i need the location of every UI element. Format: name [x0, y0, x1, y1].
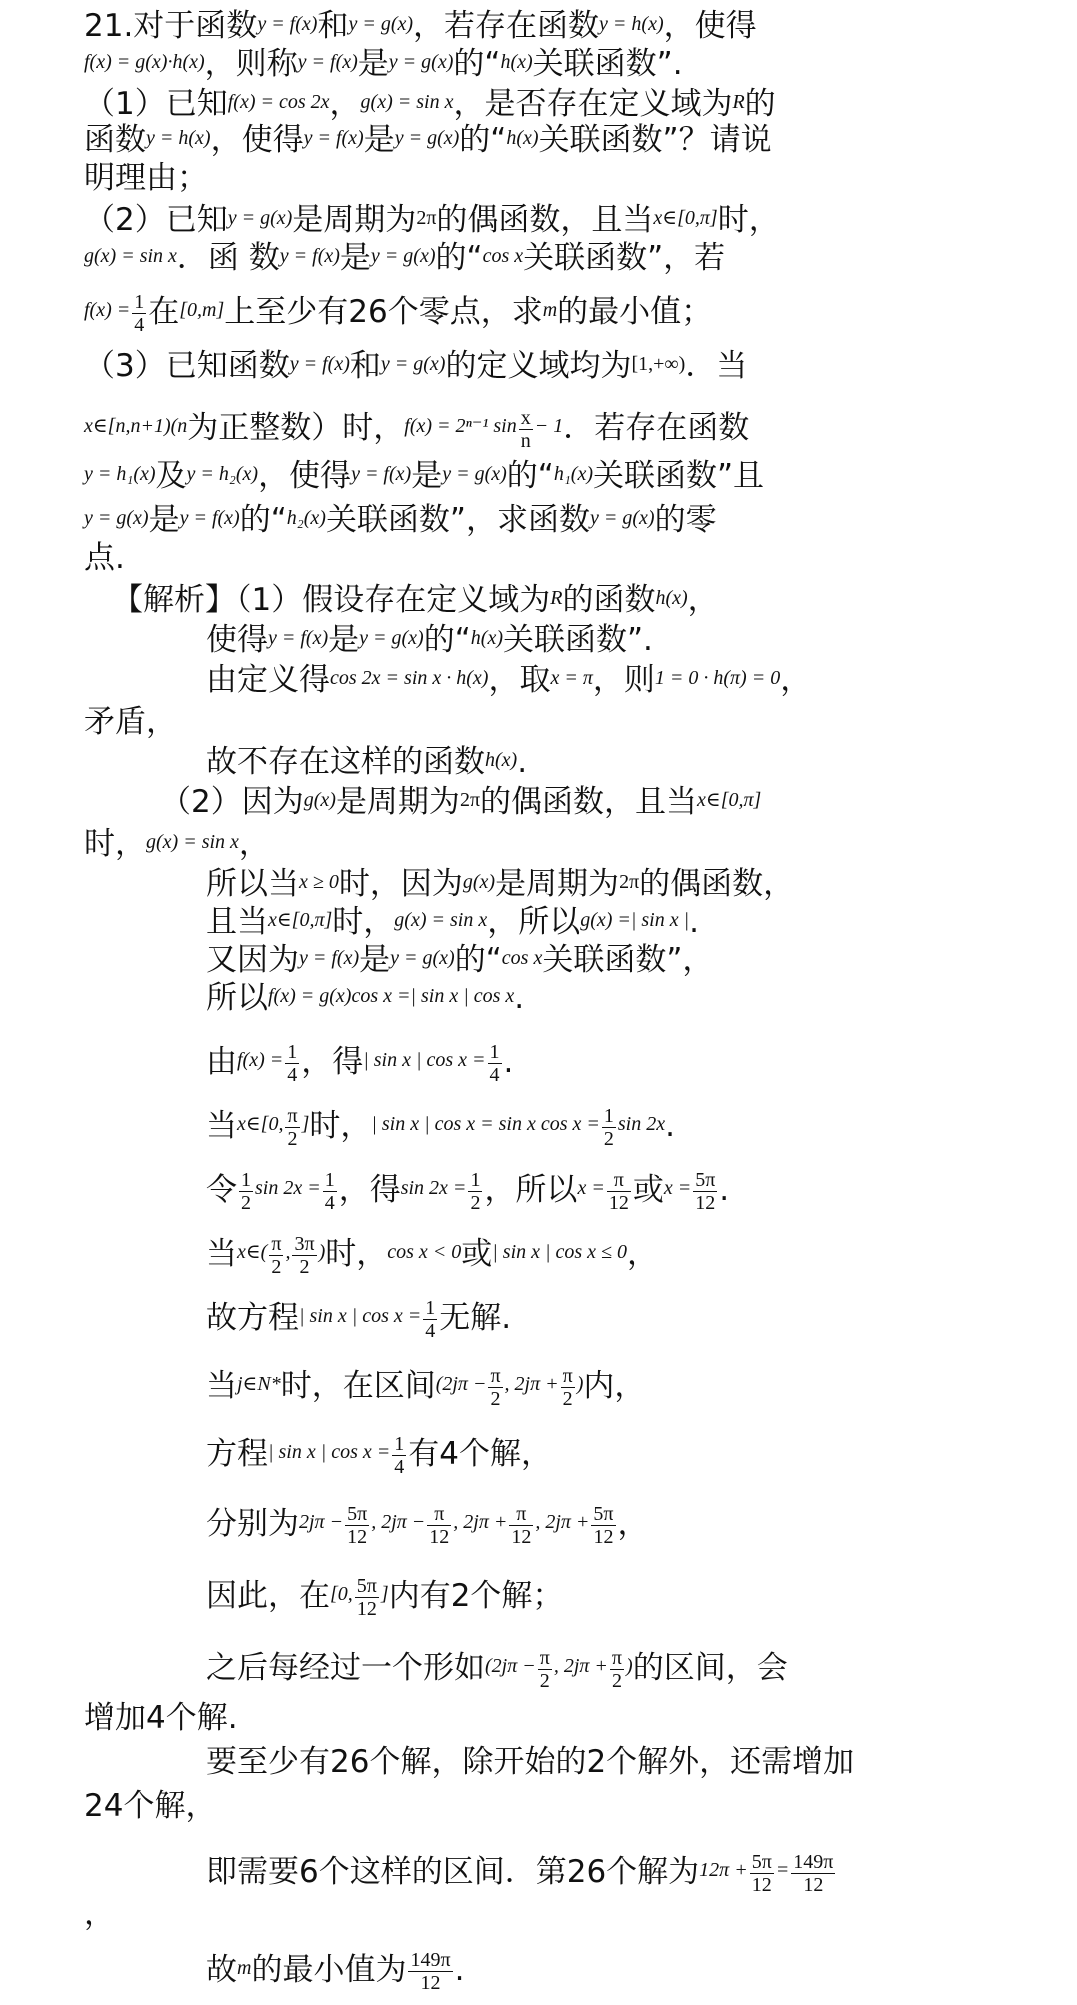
math-expr: y = g(x) [442, 463, 507, 485]
math-expr: y = h₁(x) [84, 463, 156, 485]
math-expr: h₂(x) [286, 507, 326, 529]
math-expr: cos x < 0 [387, 1241, 462, 1263]
math-expr: , 2jπ − [371, 1511, 426, 1533]
math-expr: y = h(x) [146, 127, 211, 149]
solution-line-21: 所以当x ≥ 0时，因为g(x)是周期为2π的偶函数， [206, 866, 795, 902]
math-expr: x = [663, 1177, 692, 1199]
math-expr: , [285, 1241, 291, 1263]
math-expr: y = f(x) [297, 51, 358, 73]
math-expr: R [550, 587, 563, 609]
solution-line-34: 之后每经过一个形如(2jπ − $\frac{\pi}{2}$ , 2jπ + $\frac{\pi}{2}$ )的区间，会 [206, 1647, 788, 1692]
math-expr: g(x) = sin x [394, 909, 488, 931]
solution-line-32: 分别为2jπ − $\frac{5\pi}{12}$ , 2jπ − $\frac{\pi}{12}$ , 2jπ + $\frac{\pi}{12}$ , 2jπ + $\frac{5\pi}{12}$ ， [206, 1503, 649, 1548]
math-expr: f(x) = cos 2x [227, 91, 330, 113]
solution-line-31: 方程| sin x | cos x = $\frac{1}{4}$ 有4个解， [206, 1433, 552, 1478]
math-expr: h(x) [500, 51, 533, 73]
math-expr: sin 2x = [400, 1177, 467, 1199]
problem-line-12: y = g(x)是y = f(x)的“h₂(x)关联函数”，求函数y = g(x)的零 [84, 502, 717, 538]
solution-line-19: （2）因为g(x)是周期为2π的偶函数，且当x∈[0,π] [160, 784, 762, 820]
math-expr: (2jπ − [485, 1655, 536, 1677]
math-expr: f(x) = 2ⁿ⁻¹ sin [404, 415, 517, 437]
math-expr: , 2jπ + [504, 1373, 559, 1395]
math-expr: 2π [416, 207, 437, 229]
math-expr: y = f(x) [303, 127, 364, 149]
problem-line-5: 明理由； [84, 160, 208, 196]
math-expr: cos x [501, 947, 543, 969]
fraction: $\frac{\pi}{2}$ [271, 1233, 282, 1278]
math-expr: ) [576, 1373, 584, 1395]
problem-line-3: （1）已知f(x) = cos 2x，g(x) = sin x，是否存在定义域为R的 [84, 86, 776, 122]
math-expr: f(x) = [237, 1049, 284, 1071]
math-expr: [0, [330, 1583, 353, 1605]
fraction: $\frac{x}{n}$ [520, 407, 531, 452]
math-expr: R [732, 91, 745, 113]
math-expr: , 2jπ + [535, 1511, 590, 1533]
fraction: $\frac{149\pi}{12}$ [793, 1851, 834, 1896]
math-expr: 2π [619, 871, 640, 893]
math-expr: , 2jπ + [453, 1511, 508, 1533]
problem-line-8: f(x) = $\frac{1}{4}$ 在[0,m]上至少有26个零点，求m的最小值； [84, 291, 713, 336]
fraction: $\frac{\pi}{2}$ [562, 1365, 573, 1410]
math-expr: cos 2x = sin x · h(x) [330, 667, 489, 689]
math-expr: y = g(x) [359, 627, 424, 649]
math-expr: x = [577, 1177, 605, 1199]
solution-line-23: 又因为y = f(x)是y = g(x)的“cos x关联函数”， [206, 942, 714, 978]
solution-line-15: 使得y = f(x)是y = g(x)的“h(x)关联函数”. [206, 622, 653, 658]
math-expr: | sin x | cos x ≤ 0 [492, 1241, 628, 1263]
math-expr: y = f(x) [299, 947, 360, 969]
math-expr: y = g(x) [590, 507, 655, 529]
math-expr: y = f(x) [179, 507, 240, 529]
fraction: $\frac{\pi}{12}$ [608, 1169, 629, 1214]
math-expr: f(x) = g(x)cos x =| sin x | cos x [268, 985, 515, 1007]
math-expr: | sin x | cos x = [363, 1049, 486, 1071]
math-expr: cos x [482, 245, 524, 267]
math-expr: x∈[0,π] [268, 909, 333, 931]
math-expr: m [237, 1957, 252, 1979]
math-expr: y = g(x) [380, 353, 446, 375]
math-expr: | sin x | cos x = [299, 1305, 422, 1327]
math-expr: g(x) [462, 871, 496, 893]
solution-line-38: 即需要6个这样的区间．第26个解为12π + $\frac{5\pi}{12}$ = $\frac{149\pi}{12}$ [206, 1851, 834, 1896]
fraction: $\frac{1}{2}$ [470, 1169, 481, 1214]
fraction: $\frac{1}{4}$ [324, 1169, 335, 1214]
fraction: $\frac{5\pi}{12}$ [593, 1503, 614, 1548]
math-expr: h(x) [655, 587, 688, 609]
solution-line-20: 时，g(x) = sin x， [84, 826, 270, 862]
fraction: $\frac{1}{4}$ [134, 291, 145, 336]
math-expr: y = f(x) [279, 245, 340, 267]
math-expr: , 2jπ + [553, 1655, 608, 1677]
solution-line-22: 且当x∈[0,π]时，g(x) = sin x，所以g(x) =| sin x |. [206, 904, 699, 940]
fraction: $\frac{1}{4}$ [394, 1433, 405, 1478]
math-expr: 12π + [699, 1859, 748, 1881]
math-expr: 2jπ − [299, 1511, 344, 1533]
fraction: $\frac{1}{4}$ [489, 1041, 500, 1086]
math-expr: f(x) = g(x)·h(x) [84, 51, 205, 73]
math-expr: x∈( [237, 1241, 268, 1263]
math-expr: x = π [550, 667, 593, 689]
math-expr: h(x) [485, 749, 518, 771]
fraction: $\frac{5\pi}{12}$ [751, 1851, 772, 1896]
solution-line-24: 所以f(x) = g(x)cos x =| sin x | cos x. [206, 980, 525, 1016]
math-expr: x∈[0,π] [653, 207, 718, 229]
math-expr: (2jπ − [435, 1373, 487, 1395]
math-expr: g(x) = sin x [84, 245, 177, 267]
solution-line-36: 要至少有26个解，除开始的2个解外，还需增加 [206, 1744, 855, 1780]
math-expr: g(x) = sin x [146, 831, 239, 853]
fraction: $\frac{\pi}{2}$ [287, 1105, 298, 1150]
solution-line-17: 矛盾， [84, 704, 177, 740]
math-expr: y = g(x) [394, 127, 460, 149]
fraction: $\frac{1}{4}$ [287, 1041, 298, 1086]
solution-line-40: 故m的最小值为 $\frac{149\pi}{12}$ . [206, 1949, 465, 1994]
problem-line-11: y = h₁(x)及y = h₂(x)，使得y = f(x)是y = g(x)的“h₁(x)关联函数”且 [84, 458, 765, 494]
math-expr: x∈[n,n+1)(n [84, 415, 188, 437]
math-expr: y = h(x) [599, 13, 664, 35]
fraction: $\frac{\pi}{12}$ [429, 1503, 450, 1548]
math-expr: 2π [459, 789, 481, 811]
math-expr: y = f(x) [268, 627, 329, 649]
math-expr: | sin x | cos x = [268, 1441, 391, 1463]
math-expr: x∈[0,π] [697, 789, 762, 811]
math-expr: y = g(x) [370, 245, 436, 267]
math-expr: y = g(x) [348, 13, 414, 35]
math-expr: y = h₂(x) [186, 463, 259, 485]
math-expr: | sin x | cos x = sin x cos x = [371, 1113, 600, 1135]
math-expr: h₁(x) [553, 463, 593, 485]
problem-line-9: （3）已知函数y = f(x)和y = g(x)的定义域均为[1,+∞)．当 [84, 348, 748, 384]
problem-line-1: 21.对于函数y = f(x)和y = g(x)，若存在函数y = h(x)，使得 [84, 8, 757, 44]
math-expr: f(x) = [84, 299, 131, 321]
math-expr: y = g(x) [390, 947, 455, 969]
problem-line-10: x∈[n,n+1)(n为正整数）时，f(x) = 2ⁿ⁻¹ sin $\frac{x}{n}$ − 1．若存在函数 [84, 407, 750, 452]
math-expr: y = f(x) [257, 13, 318, 35]
math-expr: ) [626, 1655, 633, 1677]
math-expr: sin 2x = [255, 1177, 321, 1199]
math-expr: x ≥ 0 [299, 871, 339, 893]
math-expr: g(x) [303, 789, 336, 811]
math-expr: y = f(x) [351, 463, 412, 485]
solution-line-28: 当x∈( $\frac{\pi}{2}$ , $\frac{3\pi}{2}$ )时，cos x < 0或| sin x | cos x ≤ 0， [206, 1233, 659, 1278]
fraction: $\frac{1}{2}$ [241, 1169, 251, 1214]
fraction: $\frac{5\pi}{12}$ [347, 1503, 368, 1548]
problem-line-6: （2）已知y = g(x)是周期为2π的偶函数，且当x∈[0,π]时， [84, 202, 780, 238]
solution-line-39: ， [84, 1896, 115, 1932]
fraction: $\frac{5\pi}{12}$ [356, 1575, 377, 1620]
math-expr: = [775, 1859, 790, 1881]
fraction: $\frac{\pi}{2}$ [490, 1365, 501, 1410]
problem-line-13: 点. [84, 540, 125, 576]
solution-line-33: 因此，在[0, $\frac{5\pi}{12}$ ]内有2个解； [206, 1575, 564, 1620]
solution-line-35: 增加4个解. [84, 1700, 238, 1736]
solution-line-30: 当j∈N*时，在区间(2jπ − $\frac{\pi}{2}$ , 2jπ + $\frac{\pi}{2}$ )内， [206, 1365, 646, 1410]
math-expr: ] [380, 1583, 389, 1605]
solution-line-16: 由定义得cos 2x = sin x · h(x)，取x = π，则1 = 0 · h(π) = 0， [206, 662, 812, 698]
math-expr: h(x) [470, 627, 503, 649]
solution-line-14: 【解析】（1）假设存在定义域为R的函数h(x)， [112, 582, 719, 618]
fraction: $\frac{\pi}{12}$ [511, 1503, 532, 1548]
math-expr: ) [318, 1241, 326, 1263]
math-expr: j∈N* [237, 1373, 281, 1395]
solution-line-29: 故方程| sin x | cos x = $\frac{1}{4}$ 无解. [206, 1297, 512, 1342]
math-expr: y = f(x) [289, 353, 350, 375]
solution-line-27: 令 $\frac{1}{2}$ sin 2x = $\frac{1}{4}$ ，得sin 2x = $\frac{1}{2}$ ，所以x = $\frac{\pi}{12}$ 或x = $\frac{5\pi}{12}$ . [206, 1169, 730, 1214]
fraction: $\frac{3\pi}{2}$ [294, 1233, 315, 1278]
problem-line-4: 函数y = h(x)，使得y = f(x)是y = g(x)的“h(x)关联函数”？请说 [84, 122, 772, 158]
math-expr: ] [301, 1113, 310, 1135]
math-expr: 1 = 0 · h(π) = 0 [654, 667, 781, 689]
fraction: $\frac{1}{2}$ [603, 1105, 614, 1150]
math-expr: g(x) =| sin x | [580, 909, 690, 931]
math-expr: sin 2x [617, 1113, 666, 1135]
solution-line-25: 由f(x) = $\frac{1}{4}$ ，得| sin x | cos x = $\frac{1}{4}$ . [206, 1041, 514, 1086]
fraction: $\frac{\pi}{2}$ [539, 1647, 550, 1692]
math-expr: m [542, 299, 558, 321]
problem-line-7: g(x) = sin x．函 数y = f(x)是y = g(x)的“cos x关联函数”，若 [84, 240, 726, 276]
solution-line-37: 24个解， [84, 1788, 217, 1824]
math-expr: − 1 [534, 415, 564, 437]
solution-line-26: 当x∈[0, $\frac{\pi}{2}$ ]时，| sin x | cos x = sin x cos x = $\frac{1}{2}$ sin 2x. [206, 1105, 675, 1150]
math-expr: y = g(x) [84, 507, 149, 529]
math-expr: x∈[0, [237, 1113, 284, 1135]
fraction: $\frac{5\pi}{12}$ [695, 1169, 716, 1214]
math-expr: [1,+∞) [631, 353, 686, 375]
math-expr: [0,m] [179, 299, 225, 321]
math-expr: h(x) [506, 127, 539, 149]
fraction: $\frac{\pi}{2}$ [611, 1647, 623, 1692]
problem-line-2: f(x) = g(x)·h(x)，则称y = f(x)是y = g(x)的“h(x)关联函数”. [84, 46, 683, 82]
fraction: $\frac{1}{4}$ [425, 1297, 436, 1342]
solution-line-18: 故不存在这样的函数h(x). [206, 744, 528, 780]
fraction: $\frac{149\pi}{12}$ [410, 1949, 451, 1994]
math-expr: y = g(x) [227, 207, 293, 229]
math-expr: y = g(x) [388, 51, 454, 73]
math-expr: g(x) = sin x [360, 91, 454, 113]
